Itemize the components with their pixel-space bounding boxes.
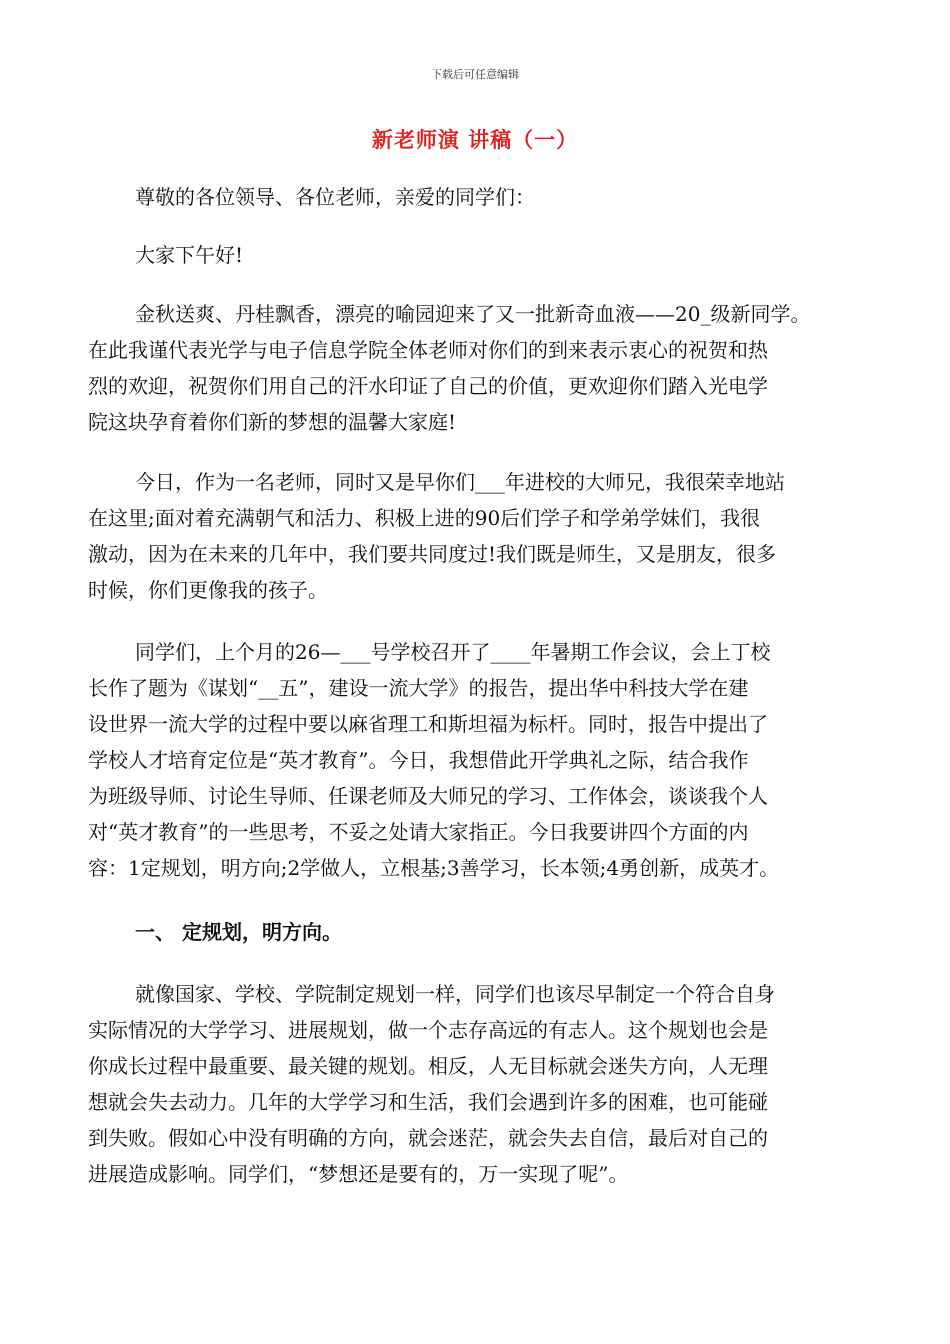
paragraph-line: 在此我谨代表光学与电子信息学院全体老师对你们的到来表示衷心的祝贺和热: [88, 338, 768, 362]
header-note: 下载后可任意编辑: [431, 68, 519, 81]
paragraph-line: 你成长过程中最重要、最关键的规划。相反，人无目标就会迷失方向，人无理: [88, 1054, 768, 1078]
paragraph-line: 金秋送爽、丹桂飘香，漂亮的喻园迎来了又一批新奇血液——20_级新同学。: [135, 302, 811, 326]
salutation: 尊敬的各位领导、各位老师，亲爱的同学们：: [135, 185, 535, 209]
paragraph-line: 到失败。假如心中没有明确的方向，就会迷茫，就会失去自信，最后对自己的: [88, 1126, 768, 1150]
paragraph-line: 实际情况的大学学习、进展规划，做一个志存高远的有志人。这个规划也会是: [88, 1018, 768, 1042]
document-title: 新老师演 讲稿（一）: [371, 127, 579, 152]
paragraph-line: 对“英才教育”的一些思考，不妥之处请大家指正。今日我要讲四个方面的内: [88, 820, 749, 844]
paragraph-line: 就像国家、学校、学院制定规划一样，同学们也该尽早制定一个符合自身: [135, 982, 775, 1006]
paragraph-line: 长作了题为《谋划“__五”，建设一流大学》的报告，提出华中科技大学在建: [88, 676, 749, 700]
paragraph-line: 激动，因为在未来的几年中，我们要共同度过!我们既是师生，又是朋友，很多: [88, 542, 777, 566]
paragraph-line: 为班级导师、讨论生导师、任课老师及大师兄的学习、工作体会，谈谈我个人: [88, 784, 768, 808]
greeting: 大家下午好!: [135, 243, 244, 267]
paragraph-line: 今日，作为一名老师，同时又是早你们___年进校的大师兄，我很荣幸地站: [135, 470, 785, 494]
section-heading: 一、 定规划，明方向。: [135, 920, 342, 944]
paragraph-line: 烈的欢迎，祝贺你们用自己的汗水印证了自己的价值，更欢迎你们踏入光电学: [88, 374, 768, 398]
paragraph-line: 想就会失去动力。几年的大学学习和生活，我们会遇到许多的困难，也可能碰: [88, 1090, 768, 1114]
paragraph-line: 容：1定规划，明方向;2学做人，立根基;3善学习，长本领;4勇创新，成英才。: [88, 856, 780, 880]
paragraph-line: 进展造成影响。同学们，“梦想还是要有的，万一实现了呢”。: [88, 1162, 629, 1186]
paragraph-line: 设世界一流大学的过程中要以麻省理工和斯坦福为标杆。同时，报告中提出了: [88, 712, 768, 736]
paragraph-line: 院这块孕育着你们新的梦想的温馨大家庭!: [88, 410, 457, 434]
paragraph-line: 时候，你们更像我的孩子。: [88, 578, 328, 602]
paragraph-line: 学校人才培育定位是“英才教育”。今日，我想借此开学典礼之际，结合我作: [88, 748, 749, 772]
paragraph-line: 在这里;面对着充满朝气和活力、积极上进的90后们学子和学弟学妹们，我很: [88, 506, 761, 530]
paragraph-line: 同学们，上个月的26—___号学校召开了____年暑期工作会议，会上丁校: [135, 640, 771, 664]
